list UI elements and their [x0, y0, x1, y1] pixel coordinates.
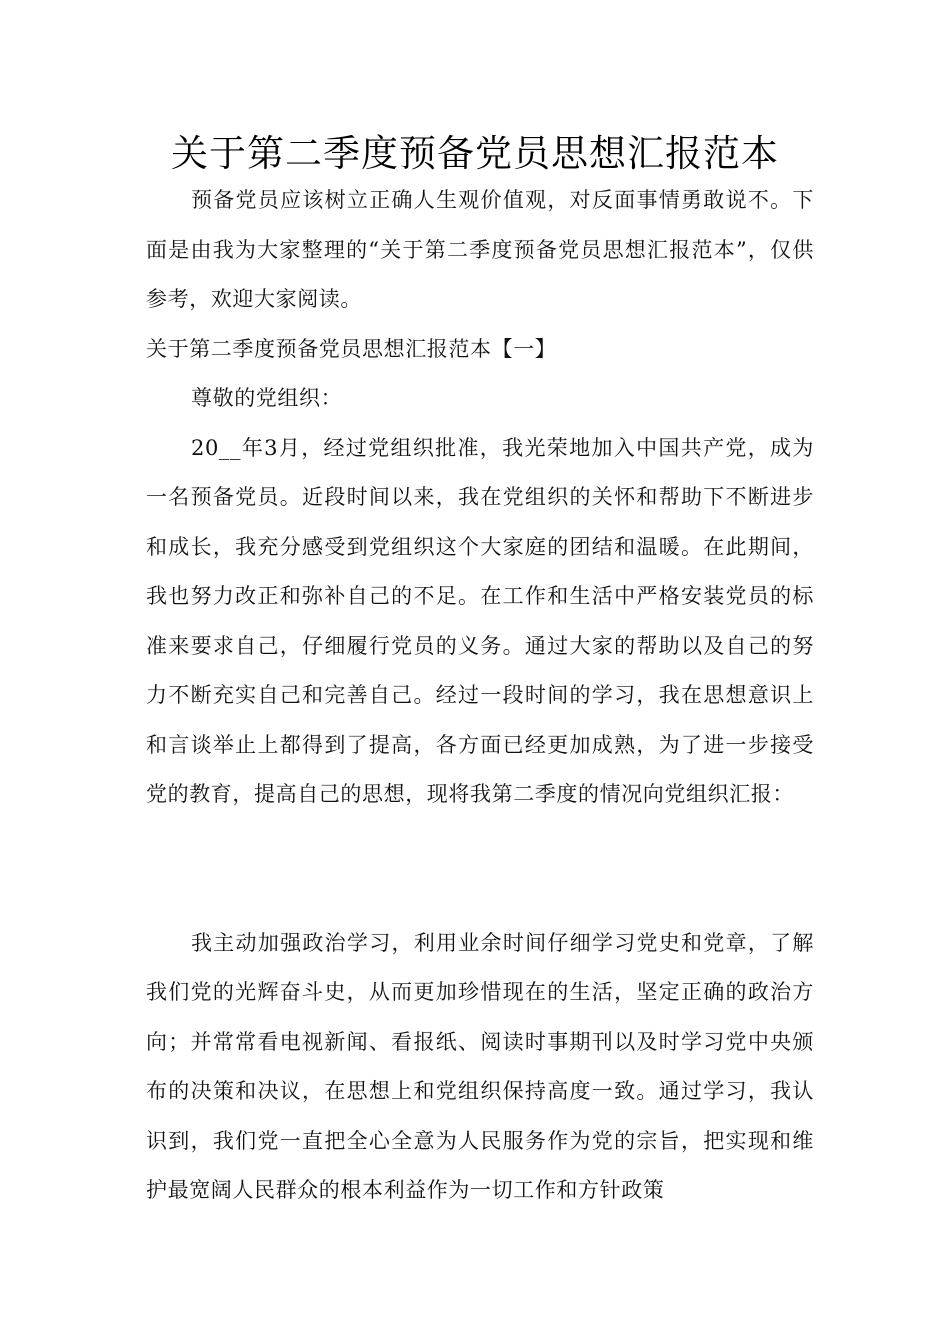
document-title: 关于第二季度预备党员思想汇报范本	[171, 132, 779, 175]
body-paragraph-1: 20__年3月，经过党组织批准，我光荣地加入中国共产党，成为一名预备党员。近段时间以来，我在党组织的关怀和帮助下不断进步和成长，我充分感受到党组织这个大家庭的团结和温暖。在此期间，我也努力改正和弥补自己的不足。在工作和生活中严格安装党员的标准来要求自己，仔细履行党员的义务。通过大家的帮助以及自己的努力不断充实自己和完善自己。经过一段时间的学习，我在思想意识上和言谈举止上都得到了提高，各方面已经更加成熟，为了进一步接受党的教育，提高自己的思想，现将我第二季度的情况向党组织汇报：	[146, 435, 814, 806]
section-heading: 关于第二季度预备党员思想汇报范本【一】	[146, 336, 557, 361]
body-paragraph-2: 我主动加强政治学习，利用业余时间仔细学习党史和党章，了解我们党的光辉奋斗史，从而更加珍惜现在的生活，坚定正确的政治方向；并常常看电视新闻、看报纸、阅读时事期刊以及时学习党中央颁布的决策和决议，在思想上和党组织保持高度一致。通过学习，我认识到，我们党一直把全心全意为人民服务作为党的宗旨，把实现和维护最宽阔人民群众的根本利益作为一切工作和方针政策	[146, 930, 814, 1202]
document-body	[146, 176, 814, 1216]
intro-paragraph: 预备党员应该树立正确人生观价值观，对反面事情勇敢说不。下面是由我为大家整理的“关于第二季度预备党员思想汇报范本”，仅供参考，欢迎大家阅读。	[146, 188, 814, 311]
salutation: 尊敬的党组织：	[191, 386, 343, 410]
paragraph-spacer	[146, 820, 814, 919]
